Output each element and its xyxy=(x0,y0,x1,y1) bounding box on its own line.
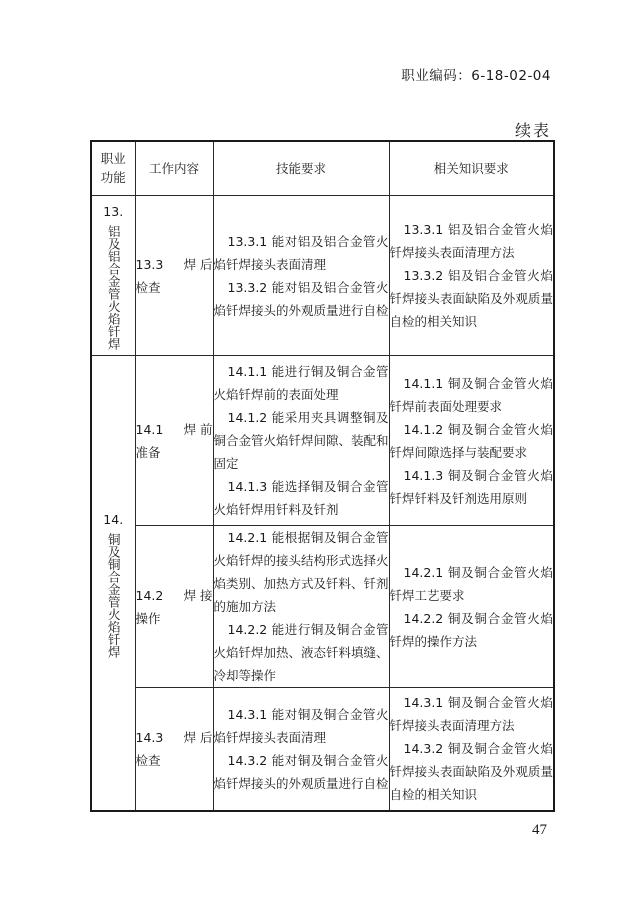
header-work-content: 工作内容 xyxy=(135,141,213,196)
skill-item: 14.3.1 能对铜及铜合金管火焰钎焊接头表面清理 xyxy=(213,706,389,745)
page-number: 47 xyxy=(532,822,547,838)
function-number: 13. xyxy=(103,204,124,219)
skill-item: 14.1.3 能选择铜及铜合金管火焰钎焊用钎料及钎剂 xyxy=(213,479,389,517)
work-content-cell: 14.3 焊后检查 xyxy=(135,688,213,811)
work-content-cell: 14.2 焊接操作 xyxy=(135,526,213,688)
skill-item: 14.2.1 能根据铜及铜合金管火焰钎焊的接头结构形式选择火焰类别、加热方式及钎料、钎剂的施加方法 xyxy=(213,530,389,614)
knowledge-item: 13.3.2 铝及铝合金管火焰钎焊接头表面缺陷及外观质量自检的相关知识 xyxy=(389,268,553,329)
header-skill-requirements: 技能要求 xyxy=(213,141,389,196)
knowledge-cell xyxy=(389,688,554,811)
skill-cell xyxy=(213,526,389,688)
skill-item: 14.2.2 能进行铜及铜合金管火焰钎焊加热、液态钎料填缝、冷却等操作 xyxy=(213,622,389,683)
knowledge-item: 14.3.1 铜及铜合金管火焰钎焊接头表面清理方法 xyxy=(389,695,553,734)
knowledge-cell xyxy=(389,356,554,526)
skill-cell xyxy=(213,688,389,811)
table-row xyxy=(91,688,554,811)
knowledge-item: 14.2.2 铜及铜合金管火焰钎焊的操作方法 xyxy=(389,610,553,649)
knowledge-item: 14.2.1 铜及铜合金管火焰钎焊工艺要求 xyxy=(389,564,553,603)
table-row xyxy=(91,356,554,526)
knowledge-item: 14.1.2 铜及铜合金管火焰钎焊间隙选择与装配要求 xyxy=(389,421,553,460)
function-cell xyxy=(91,356,135,811)
header-knowledge-requirements: 相关知识要求 xyxy=(389,141,554,196)
skill-item: 14.1.2 能采用夹具调整铜及铜合金管火焰钎焊间隙、装配和固定 xyxy=(213,410,389,471)
work-content-cell: 14.1 焊前准备 xyxy=(135,356,213,526)
knowledge-item: 14.3.2 铜及铜合金管火焰钎焊接头表面缺陷及外观质量自检的相关知识 xyxy=(389,741,553,803)
function-cell xyxy=(91,196,135,356)
skills-table xyxy=(90,140,555,812)
continued-label: 续表 xyxy=(514,121,551,140)
knowledge-item: 14.1.1 铜及铜合金管火焰钎焊前表面处理要求 xyxy=(389,375,553,414)
knowledge-item: 13.3.1 铝及铝合金管火焰钎焊接头表面清理方法 xyxy=(389,222,553,260)
table-row xyxy=(91,196,554,356)
table-header-row xyxy=(91,141,554,196)
skill-item: 14.1.1 能进行铜及铜合金管火焰钎焊前的表面处理 xyxy=(213,364,389,402)
skill-item: 13.3.1 能对铝及铝合金管火焰钎焊接头表面清理 xyxy=(213,233,389,272)
work-content-cell: 13.3 焊后检查 xyxy=(135,196,213,356)
knowledge-cell xyxy=(389,526,554,688)
function-name: 铝及铝合金管火焰钎焊 xyxy=(106,225,122,350)
skill-item: 13.3.2 能对铝及铝合金管火焰钎焊接头的外观质量进行自检 xyxy=(213,279,389,318)
header-function: 职业 功能 xyxy=(91,141,135,196)
table-row xyxy=(91,526,554,688)
skill-cell xyxy=(213,196,389,356)
skill-cell xyxy=(213,356,389,526)
function-name: 铜及铜合金管火焰钎焊 xyxy=(106,532,122,658)
knowledge-cell xyxy=(389,196,554,356)
knowledge-item: 14.1.3 铜及铜合金管火焰钎焊钎料及钎剂选用原则 xyxy=(389,467,553,506)
function-number: 14. xyxy=(103,511,124,527)
skill-item: 14.3.2 能对铜及铜合金管火焰钎焊接头的外观质量进行自检 xyxy=(213,752,389,791)
occupation-code: 职业编码：6-18-02-04 xyxy=(401,68,551,84)
